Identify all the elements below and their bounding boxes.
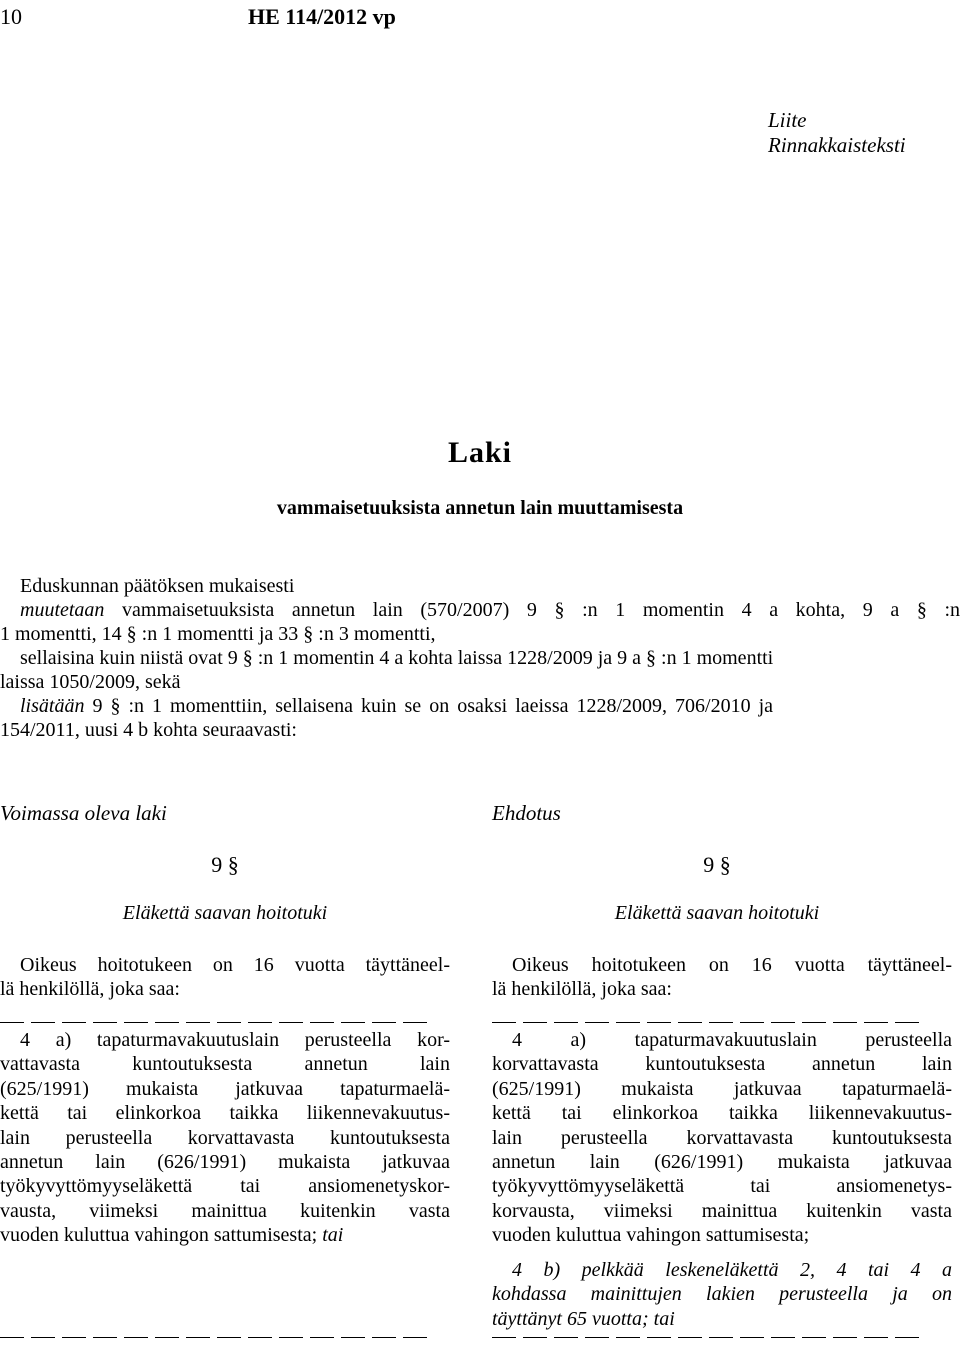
text-line: (625/1991) mukaista jatkuvaa tapaturmaelä- bbox=[0, 1077, 450, 1100]
column-current-law bbox=[0, 0, 450, 1348]
paragraph-4b bbox=[492, 1258, 952, 1331]
text-line: lain perusteella korvattavasta kuntoutuksesta bbox=[492, 1126, 952, 1149]
text-line: korvausta, viimeksi mainittua kuitenkin vasta bbox=[492, 1199, 952, 1222]
column-proposal bbox=[492, 0, 952, 1348]
column-heading-proposal: Ehdotus bbox=[492, 801, 561, 825]
law-title: Laki bbox=[447, 436, 513, 469]
text-line: vausta, viimeksi mainittua kuitenkin vasta bbox=[0, 1199, 450, 1222]
appendix-label-text: Liite bbox=[768, 108, 807, 132]
intro-line-6-text: 9 § :n 1 momenttiin, sellaisena kuin se on osaksi laeissa 1228/2009, 706/2010 ja bbox=[84, 695, 774, 717]
text-line: (625/1991) mukaista jatkuvaa tapaturmaelä- bbox=[492, 1077, 952, 1100]
intro-keyword-lisataan: lisätään bbox=[20, 695, 85, 717]
paragraph-1 bbox=[0, 953, 450, 1002]
text-line: annetun lain (626/1991) mukaista jatkuvaa bbox=[0, 1151, 450, 1174]
section-number: 9 § bbox=[211, 852, 239, 877]
text-line-final-main: vuoden kuluttua vahingon sattumisesta; bbox=[0, 1224, 318, 1247]
intro-keyword-muutetaan: muutetaan bbox=[20, 599, 105, 621]
section-title: Eläkettä saavan hoitotuki bbox=[614, 902, 820, 924]
text-line: työkyvyttömyyseläkettä tai ansiomenetyskor- bbox=[0, 1175, 450, 1198]
text-line: 4 b) pelkkää leskeneläkettä 2, 4 tai 4 a bbox=[512, 1259, 952, 1281]
text-line: lä henkilöllä, joka saa: bbox=[492, 978, 672, 1001]
intro-line-2-text: vammaisetuuksista annetun lain (570/2007) 9 § :n 1 momentin 4 a kohta, 9 a § :n bbox=[104, 599, 960, 621]
intro-line-1: Eduskunnan päätöksen mukaisesti bbox=[20, 575, 295, 597]
paragraph-4a bbox=[0, 1028, 450, 1248]
intro-line-4: sellaisina kuin niistä ovat 9 § :n 1 momentin 4 a kohta laissa 1228/2009 ja 9 a § :n 1 momentti bbox=[20, 647, 774, 669]
text-line: lain perusteella korvattavasta kuntoutuksesta bbox=[0, 1126, 450, 1149]
intro-line-7: 154/2011, uusi 4 b kohta seuraavasti: bbox=[0, 719, 297, 741]
section-title: Eläkettä saavan hoitotuki bbox=[122, 902, 328, 924]
paragraph-4a bbox=[492, 1028, 952, 1248]
section-number: 9 § bbox=[703, 852, 731, 877]
text-line: vuoden kuluttua vahingon sattumisesta; bbox=[492, 1224, 810, 1247]
document-id: HE 114/2012 vp bbox=[248, 4, 396, 29]
text-line: kettä tai elinkorkoa taikka liikennevakuutus- bbox=[492, 1102, 952, 1125]
text-line: Oikeus hoitotukeen on 16 vuotta täyttäneel- bbox=[20, 954, 450, 976]
text-line: kettä tai elinkorkoa taikka liikennevakuutus- bbox=[0, 1102, 450, 1125]
text-line: 4 a) tapaturmavakuutuslain perusteella bbox=[512, 1029, 952, 1051]
text-line: lä henkilöllä, joka saa: bbox=[0, 978, 180, 1001]
text-line: kohdassa mainittujen lakien perusteella ja on bbox=[492, 1283, 952, 1306]
text-line-final bbox=[0, 1223, 450, 1247]
omission-dashes bbox=[0, 1325, 434, 1348]
intro-line-3: 1 momentti, 14 § :n 1 momentti ja 33 § :n 3 momentti, bbox=[0, 623, 436, 645]
text-line-final-tail: tai bbox=[317, 1224, 344, 1247]
text-line: korvattavasta kuntoutuksesta annetun lain bbox=[492, 1053, 952, 1076]
text-line: Oikeus hoitotukeen on 16 vuotta täyttäneel- bbox=[512, 954, 952, 976]
text-line: annetun lain (626/1991) mukaista jatkuvaa bbox=[492, 1151, 952, 1174]
text-line: 4 a) tapaturmavakuutuslain perusteella kor- bbox=[20, 1029, 450, 1051]
appendix-title: Rinnakkaisteksti bbox=[768, 133, 906, 157]
omission-dashes bbox=[492, 1325, 926, 1348]
law-subtitle: vammaisetuuksista annetun lain muuttamisesta bbox=[276, 497, 684, 519]
text-line: täyttänyt 65 vuotta; tai bbox=[492, 1307, 675, 1330]
text-line: työkyvyttömyyseläkettä tai ansiomenetys- bbox=[492, 1175, 952, 1198]
page-number: 10 bbox=[0, 4, 22, 29]
intro-line-5: laissa 1050/2009, sekä bbox=[0, 671, 181, 693]
column-heading-current: Voimassa oleva laki bbox=[0, 801, 167, 825]
text-line: vattavasta kuntoutuksesta annetun lain bbox=[0, 1053, 450, 1076]
paragraph-1 bbox=[492, 953, 952, 1002]
